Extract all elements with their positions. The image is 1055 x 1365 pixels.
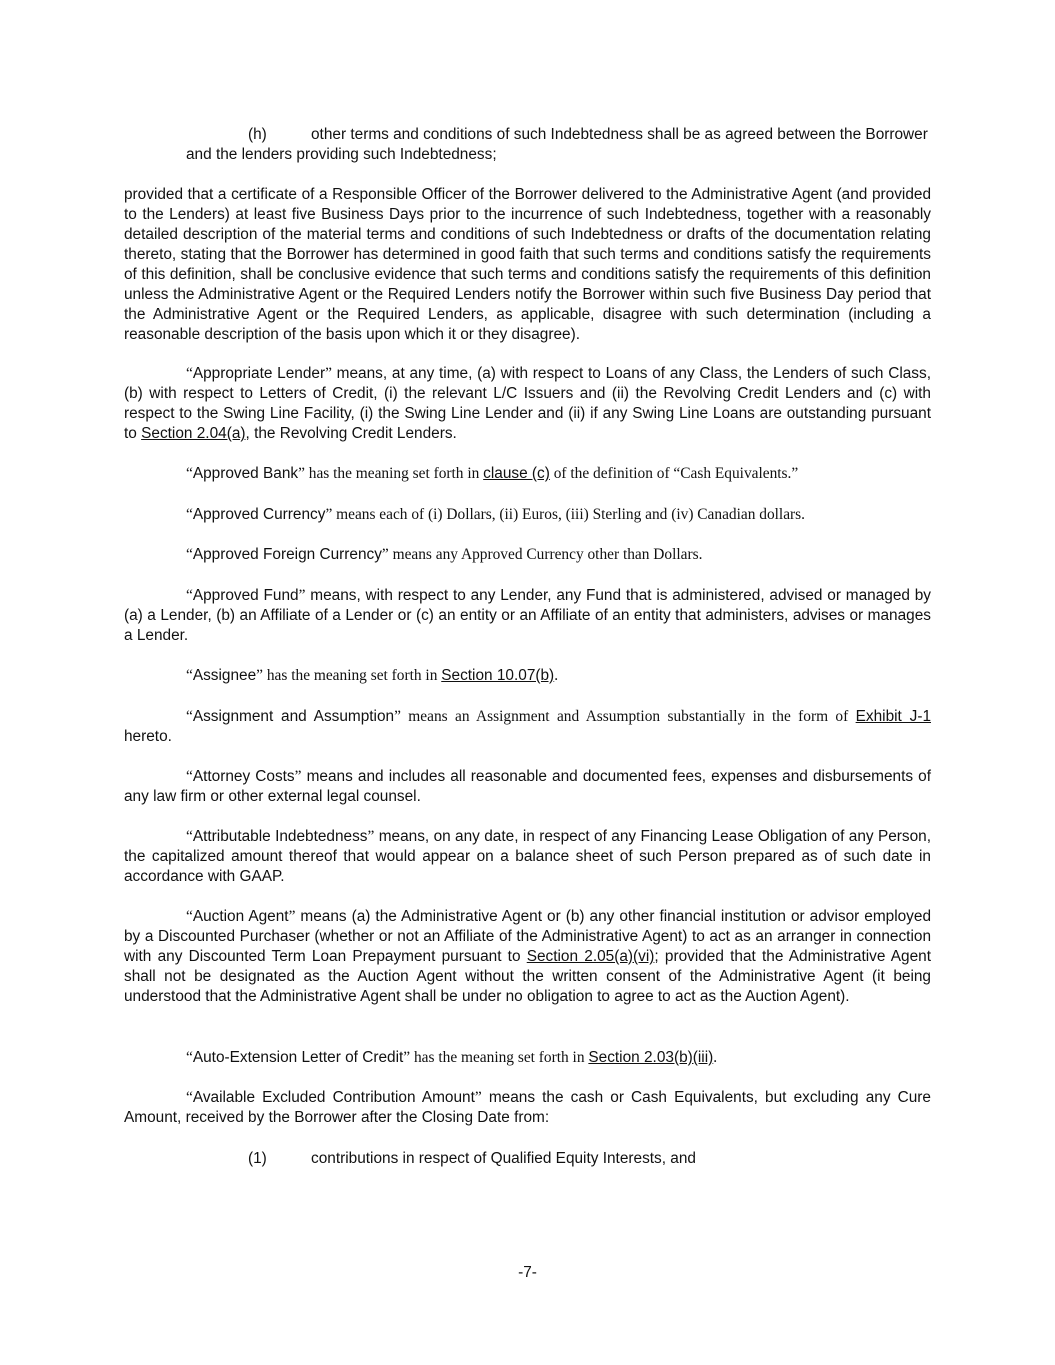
item-h-text-continued: and the lenders providing such Indebtedness; xyxy=(186,146,497,163)
link-section-10-07b[interactable]: Section 10.07(b) xyxy=(441,667,555,684)
term-approved-foreign-currency: Approved Foreign Currency xyxy=(192,546,382,563)
term-approved-bank: Approved Bank xyxy=(192,465,299,482)
definition-attributable-indebtedness: “Attributable Indebtedness” means, on any date, in respect of any Financing Lease Obligation of any Person, the capitalized amount thereof that would appear on a balance sheet of such Person prepared as of such date in accordance with GAAP. xyxy=(124,828,931,885)
definition-approved-fund: “Approved Fund” means, with respect to any Lender, any Fund that is administered, advised or managed by (a) a Lender, (b) an Affiliate of a Lender or (c) an entity or an Affiliate of an entity that administers, advises or manages a Lender. xyxy=(124,587,931,644)
link-section-2-05a-vi[interactable]: Section 2.05(a)(vi) xyxy=(526,948,655,965)
item-1-label: (1) xyxy=(248,1150,267,1167)
term-auction-agent: Auction Agent xyxy=(192,908,289,925)
link-clause-c[interactable]: clause (c) xyxy=(483,465,550,482)
link-section-2-04a[interactable]: Section 2.04(a) xyxy=(141,425,246,442)
definition-assignment-and-assumption: “Assignment and Assumption” means an Assignment and Assumption substantially in the form of Exhibit J-1 hereto. xyxy=(124,708,931,745)
definition-approved-foreign-currency: “Approved Foreign Currency” means any Approved Currency other than Dollars. xyxy=(186,546,703,563)
link-exhibit-j-1[interactable]: Exhibit J-1 xyxy=(855,708,931,725)
definition-available-excluded-contribution-amount: “Available Excluded Contribution Amount” means the cash or Cash Equivalents, but excluding any Cure Amount, received by the Borrower after the Closing Date from: xyxy=(124,1089,931,1126)
definition-auction-agent: “Auction Agent” means (a) the Administrative Agent or (b) any other financial institution or advisor employed by a Discounted Purchaser (whether or not an Affiliate of the Administrative Agent) to act as an arranger in connection with any Discounted Term Loan Prepayment pursuant to Section 2.05(a)(vi); provided that the Administrative Agent shall not be designated as the Auction Agent without the written consent of the Administrative Agent (it being understood that the Administrative Agent shall be under no obligation to agree to act as the Auction Agent). xyxy=(124,908,931,1005)
term-available-excluded-contribution-amount: Available Excluded Contribution Amount xyxy=(192,1089,475,1106)
link-section-2-03b-iii[interactable]: Section 2.03(b)(iii) xyxy=(588,1049,714,1066)
term-attorney-costs: Attorney Costs xyxy=(192,768,295,785)
item-h-text: other terms and conditions of such Indebtedness shall be as agreed between the Borrower xyxy=(311,126,928,143)
term-appropriate-lender: Appropriate Lender xyxy=(192,365,326,382)
term-attributable-indebtedness: Attributable Indebtedness xyxy=(192,828,368,845)
term-approved-fund: Approved Fund xyxy=(192,587,299,604)
definition-appropriate-lender: “Appropriate Lender” means, at any time, (a) with respect to Loans of any Class, the Lenders of such Class, (b) with respect to Letters of Credit, (i) the relevant L/C Issuers and (ii) the Revolving Credit Lenders and (c) with respect to the Swing Line Facility, (i) the Swing Line Lender and (ii) if any Swing Line Loans are outstanding pursuant to Section 2.04(a), the Revolving Credit Lenders. xyxy=(124,365,931,442)
term-assignee: Assignee xyxy=(192,667,257,684)
proviso-paragraph: provided that a certificate of a Responsible Officer of the Borrower delivered to the Administrative Agent (and provided to the Lenders) at least five Business Days prior to the incurrence of such Indebtedness, together with a reasonably detailed description of the material terms and conditions of such Indebtedness or drafts of the documentation relating thereto, stating that the Borrower has determined in good faith that such terms and conditions satisfy the requirements of this definition, shall be conclusive evidence that such terms and conditions satisfy the requirements of this definition unless the Administrative Agent or the Required Lenders notify the Borrower within such five Business Day period that the Administrative Agent or the Required Lenders, as applicable, disagree with such determination (including a reasonable description of the basis upon which it or they disagree). xyxy=(124,186,931,343)
item-h-label: (h) xyxy=(248,126,267,143)
page-number: -7- xyxy=(518,1264,537,1281)
definition-assignee: “Assignee” has the meaning set forth in Section 10.07(b). xyxy=(186,667,559,684)
definition-attorney-costs: “Attorney Costs” means and includes all reasonable and documented fees, expenses and disbursements of any law firm or other external legal counsel. xyxy=(124,768,931,805)
definition-auto-extension-letter-of-credit: “Auto-Extension Letter of Credit” has the meaning set forth in Section 2.03(b)(iii). xyxy=(186,1049,718,1066)
term-assignment-and-assumption: Assignment and Assumption xyxy=(192,708,395,725)
term-auto-extension-letter-of-credit: Auto-Extension Letter of Credit xyxy=(192,1049,404,1066)
definition-approved-currency: “Approved Currency” means each of (i) Dollars, (ii) Euros, (iii) Sterling and (iv) Canadian dollars. xyxy=(186,506,805,523)
item-1-text: contributions in respect of Qualified Equity Interests, and xyxy=(311,1150,696,1167)
definition-approved-bank: “Approved Bank” has the meaning set forth in clause (c) of the definition of “Cash Equivalents.” xyxy=(186,465,799,482)
term-approved-currency: Approved Currency xyxy=(192,506,326,523)
